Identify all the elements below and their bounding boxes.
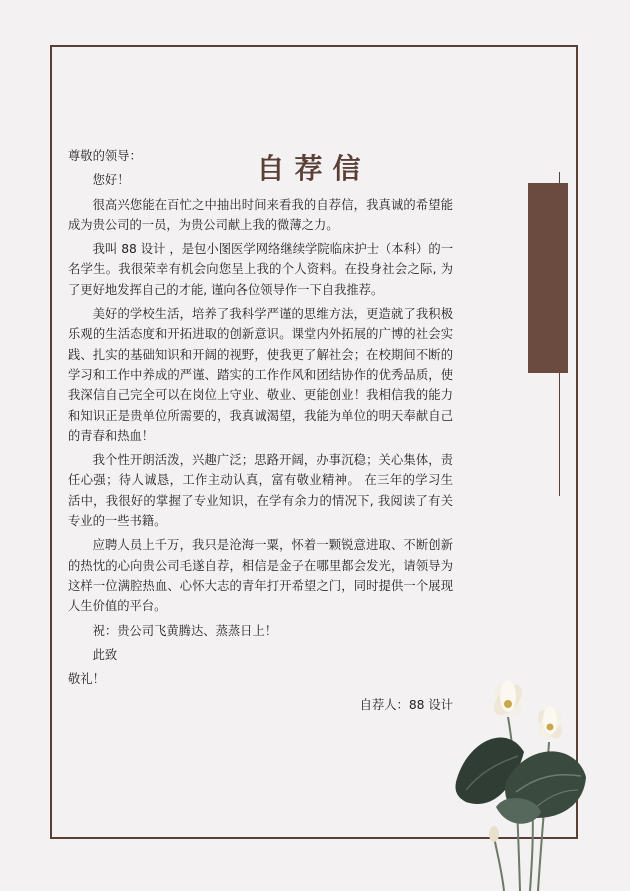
paragraph-personality: 我个性开朗活泼，兴趣广泛；思路开阔，办事沉稳；关心集体，责任心强；待人诚恳，工作主动认真，富有敬业精神。 在三年的学习生活中，我很好的掌握了专业知识，在学有余力的情况下, 我阅读了有关专业的一些书籍。 [68,453,453,529]
lotus-illustration [446,672,596,891]
paragraph-application: 应聘人员上千万，我只是沧海一粟，怀着一颗锐意进取、不断创新的热忱的心向贵公司毛遂自荐，相信是金子在哪里都会发光，请领导为这样一位满腔热血、心怀大志的青年打开希望之门，同时提供一个展现人生价值的平台。 [68,538,453,614]
greeting: 您好！ [92,173,130,188]
decorative-brown-block [528,183,568,373]
wish-line: 祝：贵公司飞黄腾达、蒸蒸日上！ [92,623,278,638]
paragraph-self-introduction: 我叫 88 设计 ，是包小图医学网络继续学院临床护士（本科）的一名学生。我很荣幸有机会向您呈上我的个人资料。在投身社会之际, 为了更好地发挥自己的才能, 谨向各位领导作一下自我推荐。 [68,242,454,297]
letter-title: 自荐信 [256,152,371,185]
paragraph-school-life: 美好的学校生活，培养了我科学严谨的思维方法，更造就了我积极乐观的生活态度和开拓进取的创新意识。课堂内外拓展的广博的社会实践、扎实的基础知识和开阔的视野，使我更了解社会；在校期间不断的学习和工作中养成的严谨、踏实的工作作风和团结协作的优秀品质，使我深信自己完全可以在岗位上守业、敬业、更能创业！我相信我的能力和知识正是贵单位所需要的，我真诚渴望，我能为单位的明天奉献自己的青春和热血！ [68,307,453,443]
lotus-flower-top [489,680,527,720]
closing-line: 此致 [92,647,118,662]
paragraph-intro: 很高兴您能在百忙之中抽出时间来看我的自荐信，我真诚的希望能成为贵公司的一员，为贵公司献上我的微薄之力。 [68,197,453,232]
lotus-bud [489,826,499,842]
regards-line: 敬礼！ [68,672,105,687]
lotus-flower-right [533,706,566,743]
salutation: 尊敬的领导： [68,149,142,163]
letter-body [68,146,453,720]
signature: 自荐人：88 设计 [359,698,453,713]
